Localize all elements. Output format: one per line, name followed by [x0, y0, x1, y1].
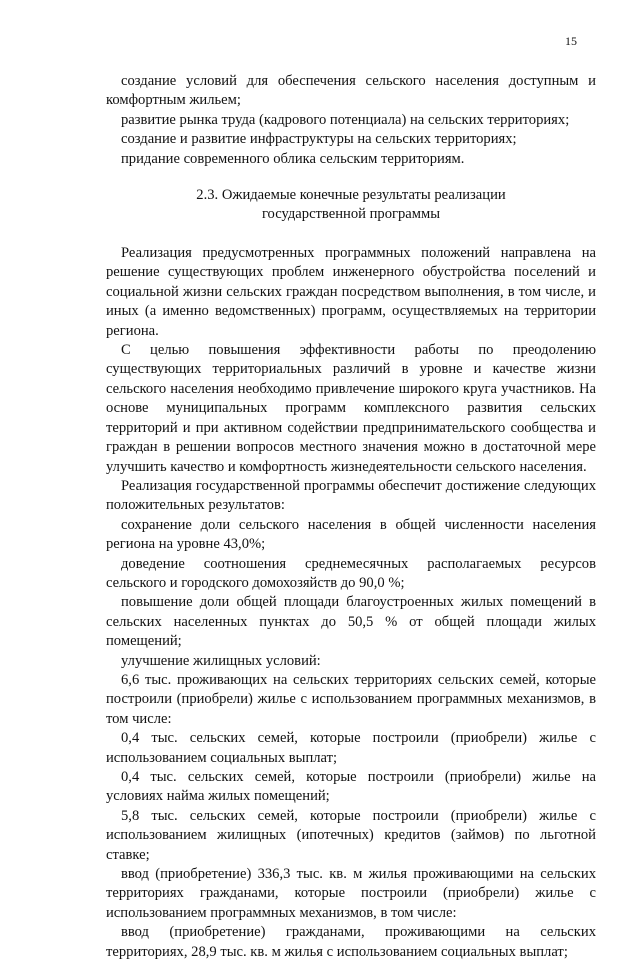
- section-heading: [106, 186, 596, 224]
- paragraph: Реализация предусмотренных программных положений направлена на решение существующих проблем инженерного обустройства поселений и социальной жизни сельских граждан посредством выполнения, в том числе, и иных (а именно ведомственных) программ, осуществляемых на территории региона.: [106, 245, 596, 339]
- list-item: создание и развитие инфраструктуры на сельских территориях;: [121, 131, 517, 148]
- list-item: ввод (приобретение) 336,3 тыс. кв. м жилья проживающими на сельских территориях гражданами, которые построили (приобрели) жилье с использованием программных механизмов, в том числе:: [106, 866, 596, 921]
- list-item: 6,6 тыс. проживающих на сельских территориях сельских семей, которые построили (приобрели) жилье с использованием программных механизмов, в том числе:: [106, 671, 596, 727]
- page-content: [106, 72, 596, 962]
- list-item: 5,8 тыс. сельских семей, которые построили (приобрели) жилье с использованием жилищных (ипотечных) кредитов (займов) по льготной ставке;: [106, 807, 596, 863]
- list-item: придание современного облика сельским территориям.: [121, 150, 465, 167]
- paragraph: С целью повышения эффективности работы по преодолению существующих территориальных различий в уровне и качестве жизни сельского населения необходимо привлечение широкого круга участников. На основе муниципальных программ комплексного развития сельских территорий и при активном содействии предпринимательского сообщества и граждан в решении вопросов местного значения можно в достаточной мере улучшить качество и комфортность жизнедеятельности сельского населения.: [106, 342, 596, 475]
- section-heading-line: 2.3. Ожидаемые конечные результаты реализации: [196, 187, 506, 204]
- list-item: улучшение жилищных условий:: [121, 652, 321, 669]
- list-item: развитие рынка труда (кадрового потенциала) на сельских территориях;: [121, 111, 570, 128]
- list-item: сохранение доли сельского населения в общей численности населения региона на уровне 43,0%;: [106, 516, 596, 553]
- list-item: создание условий для обеспечения сельского населения доступным и комфортным жильем;: [106, 73, 596, 109]
- paragraph: Реализация государственной программы обеспечит достижение следующих положительных результатов:: [106, 477, 596, 514]
- section-heading-line: государственной программы: [261, 206, 441, 223]
- list-item: доведение соотношения среднемесячных располагаемых ресурсов сельского и городского домохозяйств до 90,0 %;: [106, 555, 596, 591]
- list-item: 0,4 тыс. сельских семей, которые построили (приобрели) жилье с использованием социальных выплат;: [106, 730, 596, 766]
- list-item: повышение доли общей площади благоустроенных жилых помещений в сельских населенных пунктах до 50,5 % от общей площади жилых помещений;: [106, 594, 596, 650]
- page-number: 15: [565, 34, 577, 48]
- list-item: 0,4 тыс. сельских семей, которые построили (приобрели) жилье на условиях найма жилых помещений;: [106, 769, 596, 805]
- list-item: ввод (приобретение) гражданами, проживающими на сельских территориях, 28,9 тыс. кв. м жилья с использованием социальных выплат;: [106, 924, 596, 960]
